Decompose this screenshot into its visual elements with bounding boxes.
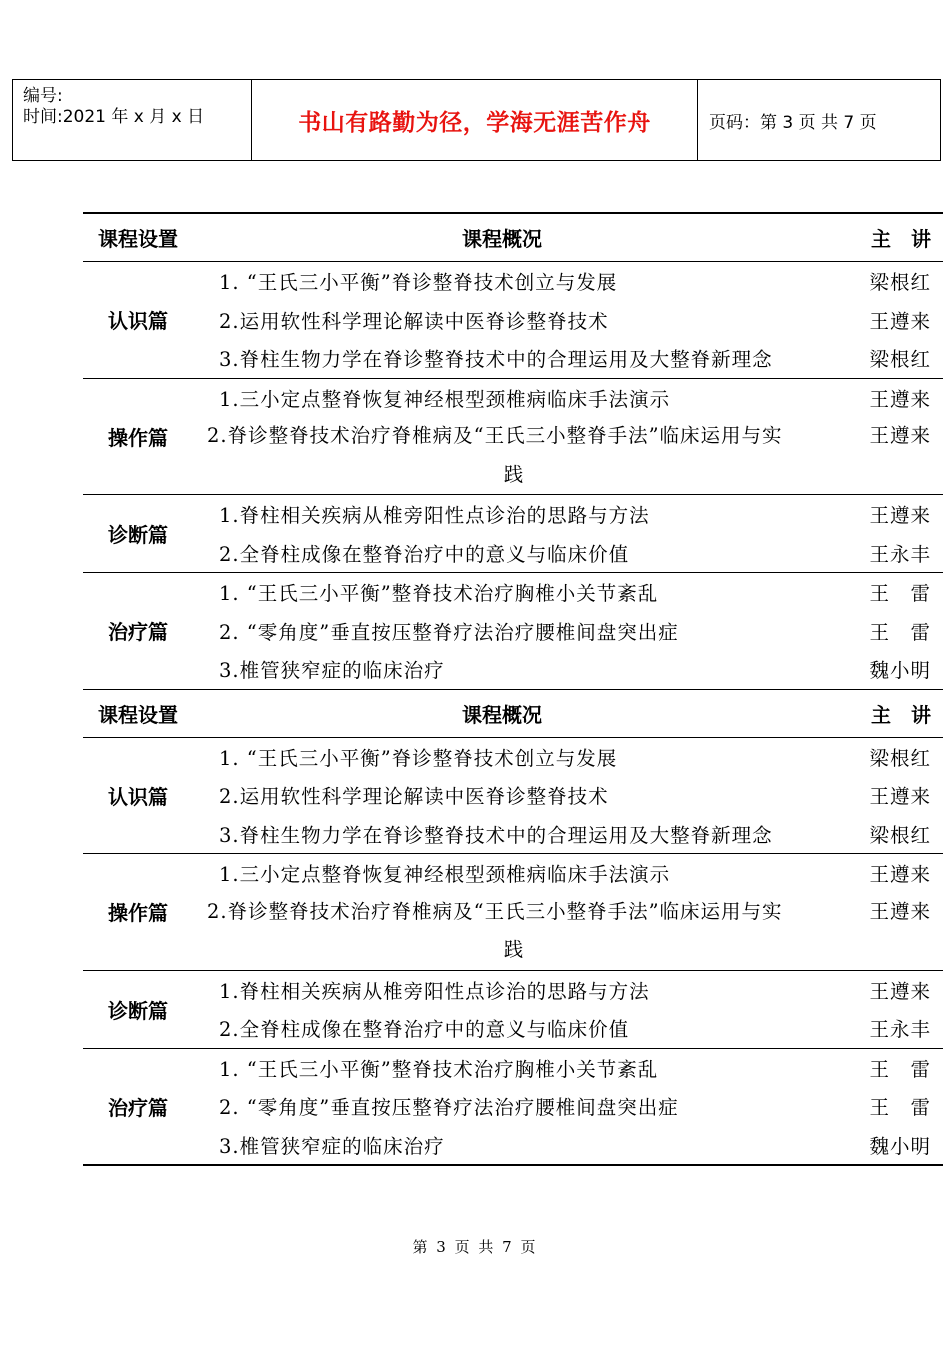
table-row	[193, 1009, 943, 1048]
speaker: 王 雷	[869, 582, 931, 606]
course-table	[83, 212, 943, 1166]
course-text: 2.脊诊整脊技术治疗脊椎病及“王氏三小整脊手法”临床运用与实	[207, 899, 783, 923]
course-text: 2.全脊柱成像在整脊治疗中的意义与临床价值	[219, 542, 630, 566]
page-footer: 第 3 页 共 7 页	[412, 1238, 538, 1256]
col-header-overview: 课程概况	[462, 702, 542, 727]
speaker: 王 雷	[869, 1096, 931, 1120]
col-header-setting: 课程设置	[98, 702, 178, 727]
table-row	[193, 1087, 943, 1126]
section-title: 认识篇	[108, 784, 168, 809]
speaker: 王遵来	[869, 785, 931, 809]
col-header-speaker: 主 讲	[871, 702, 931, 727]
document-number-label: 编号:	[23, 86, 63, 106]
section-renshi	[83, 737, 943, 854]
course-text-wrapped	[193, 417, 851, 494]
course-text: 2.运用软性科学理论解读中医脊诊整脊技术	[219, 309, 609, 333]
table-row	[193, 301, 943, 340]
speaker: 王遵来	[869, 979, 931, 1003]
course-text: 1.脊柱相关疾病从椎旁阳性点诊治的思路与方法	[219, 504, 650, 528]
section-zhiliao	[83, 572, 943, 689]
table-row	[193, 893, 943, 970]
table-row	[193, 339, 943, 378]
table-row	[193, 854, 943, 893]
document-header	[12, 79, 941, 161]
col-header-setting: 课程设置	[98, 227, 178, 251]
course-text: 2.脊诊整脊技术治疗脊椎病及“王氏三小整脊手法”临床运用与实	[207, 424, 783, 447]
table-row	[193, 1126, 943, 1165]
course-text: 2. “零角度”垂直按压整脊疗法治疗腰椎间盘突出症	[219, 620, 679, 644]
table-row	[193, 650, 943, 689]
course-text: 3.椎管狭窄症的临床治疗	[219, 659, 445, 683]
course-text: 3.脊柱生物力学在脊诊整脊技术中的合理运用及大整脊新理念	[219, 348, 773, 372]
table-row	[193, 262, 943, 301]
section-title: 认识篇	[108, 309, 168, 334]
speaker: 王 雷	[869, 1057, 931, 1081]
section-title: 操作篇	[108, 425, 168, 450]
course-text: 1. “王氏三小平衡”整脊技术治疗胸椎小关节紊乱	[219, 1057, 659, 1081]
table-row	[193, 534, 943, 573]
col-header-overview: 课程概况	[462, 227, 542, 251]
speaker: 魏小明	[869, 659, 931, 683]
course-text: 1.脊柱相关疾病从椎旁阳性点诊治的思路与方法	[219, 979, 650, 1003]
course-text: 3.脊柱生物力学在脊诊整脊技术中的合理运用及大整脊新理念	[219, 823, 773, 847]
speaker: 梁根红	[869, 823, 931, 847]
table-row	[193, 971, 943, 1010]
header-motto: 书山有路勤为径，学海无涯苦作舟	[252, 80, 698, 160]
col-header-speaker: 主 讲	[871, 227, 931, 251]
table-row	[193, 379, 943, 418]
course-text: 2.全脊柱成像在整脊治疗中的意义与临床价值	[219, 1018, 630, 1042]
section-title: 操作篇	[108, 901, 168, 926]
course-text: 2.运用软性科学理论解读中医脊诊整脊技术	[219, 785, 609, 809]
table-row	[193, 1049, 943, 1088]
header-left-cell	[13, 80, 252, 160]
table-row	[193, 776, 943, 815]
course-text: 1.三小定点整脊恢复神经根型颈椎病临床手法演示	[219, 863, 671, 887]
course-text-continued: 践	[503, 462, 525, 486]
course-text-continued: 践	[503, 938, 525, 961]
section-renshi	[83, 261, 943, 378]
section-zhenduan	[83, 970, 943, 1048]
section-zhenduan	[83, 494, 943, 572]
speaker: 梁根红	[869, 348, 931, 372]
speaker: 王遵来	[869, 504, 931, 528]
section-caozuo	[83, 378, 943, 495]
course-text: 2. “零角度”垂直按压整脊疗法治疗腰椎间盘突出症	[219, 1096, 679, 1120]
section-title: 治疗篇	[108, 620, 168, 645]
speaker: 王遵来	[869, 387, 931, 411]
document-time-label: 时间:2021 年 x 月 x 日	[23, 107, 205, 127]
speaker: 魏小明	[869, 1134, 931, 1158]
section-caozuo	[83, 853, 943, 970]
course-text: 1. “王氏三小平衡”脊诊整脊技术创立与发展	[219, 271, 618, 295]
course-text-wrapped	[193, 893, 851, 970]
course-text: 1.三小定点整脊恢复神经根型颈椎病临床手法演示	[219, 387, 671, 411]
table-row	[193, 612, 943, 651]
course-text: 3.椎管狭窄症的临床治疗	[219, 1134, 445, 1158]
table-header-row	[83, 689, 943, 737]
speaker: 王永丰	[869, 542, 931, 566]
section-title: 治疗篇	[108, 1095, 168, 1120]
speaker: 王遵来	[869, 863, 931, 887]
table-row	[193, 815, 943, 854]
speaker: 梁根红	[869, 271, 931, 295]
section-zhiliao	[83, 1048, 943, 1165]
section-title: 诊断篇	[108, 998, 168, 1023]
table-row	[193, 417, 943, 494]
table-row	[193, 495, 943, 534]
table-row	[193, 573, 943, 612]
speaker: 梁根红	[869, 746, 931, 770]
speaker: 王 雷	[869, 620, 931, 644]
table-row	[193, 738, 943, 777]
course-text: 1. “王氏三小平衡”整脊技术治疗胸椎小关节紊乱	[219, 582, 659, 606]
section-title: 诊断篇	[108, 523, 168, 547]
speaker: 王遵来	[869, 899, 931, 923]
table-header-row	[83, 214, 943, 261]
speaker: 王永丰	[869, 1018, 931, 1042]
speaker: 王遵来	[869, 424, 931, 447]
course-text: 1. “王氏三小平衡”脊诊整脊技术创立与发展	[219, 746, 618, 770]
header-page-label: 页码：第 3 页 共 7 页	[709, 112, 877, 133]
speaker: 王遵来	[869, 309, 931, 333]
